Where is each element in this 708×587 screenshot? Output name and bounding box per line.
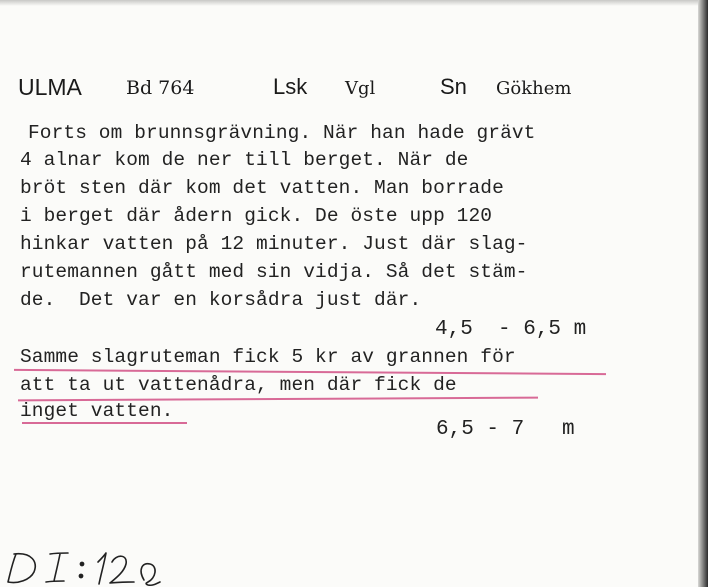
volume-number: Bd 764 (126, 77, 195, 99)
body-line: Forts om brunnsgrävning. När han hade grävt (28, 122, 536, 144)
handwritten-signature (2, 540, 172, 587)
archive-code: ULMA (18, 74, 82, 100)
parish-label: Sn (440, 74, 467, 99)
region-label: Lsk (273, 74, 308, 99)
second-note-line: att ta ut vattenådra, men där fick de (20, 374, 457, 396)
card-header (18, 74, 618, 108)
depth-measure-1: 4,5 - 6,5 m (435, 318, 587, 341)
second-note-line: inget vatten. (20, 400, 174, 422)
pink-underline (22, 422, 187, 424)
body-line: i berget där ådern gick. De öste upp 120 (20, 205, 493, 227)
depth-measure-2: 6,5 - 7 m (436, 418, 575, 441)
second-note-line: Samme slagruteman fick 5 kr av grannen för (20, 346, 516, 368)
body-line: hinkar vatten på 12 minuter. Just där slag- (20, 233, 528, 255)
body-line: bröt sten där kom det vatten. Man borrade (20, 177, 504, 199)
body-line: rutemannen gått med sin vidja. Så det stäm- (20, 261, 528, 283)
card-top-shadow (0, 0, 708, 6)
body-line: de. Det var en korsådra just där. (20, 289, 422, 311)
card-right-edge (698, 0, 708, 587)
body-line: 4 alnar kom de ner till berget. När de (20, 149, 469, 171)
parish-name: Gökhem (496, 78, 572, 99)
province-name: Vgl (345, 78, 376, 99)
